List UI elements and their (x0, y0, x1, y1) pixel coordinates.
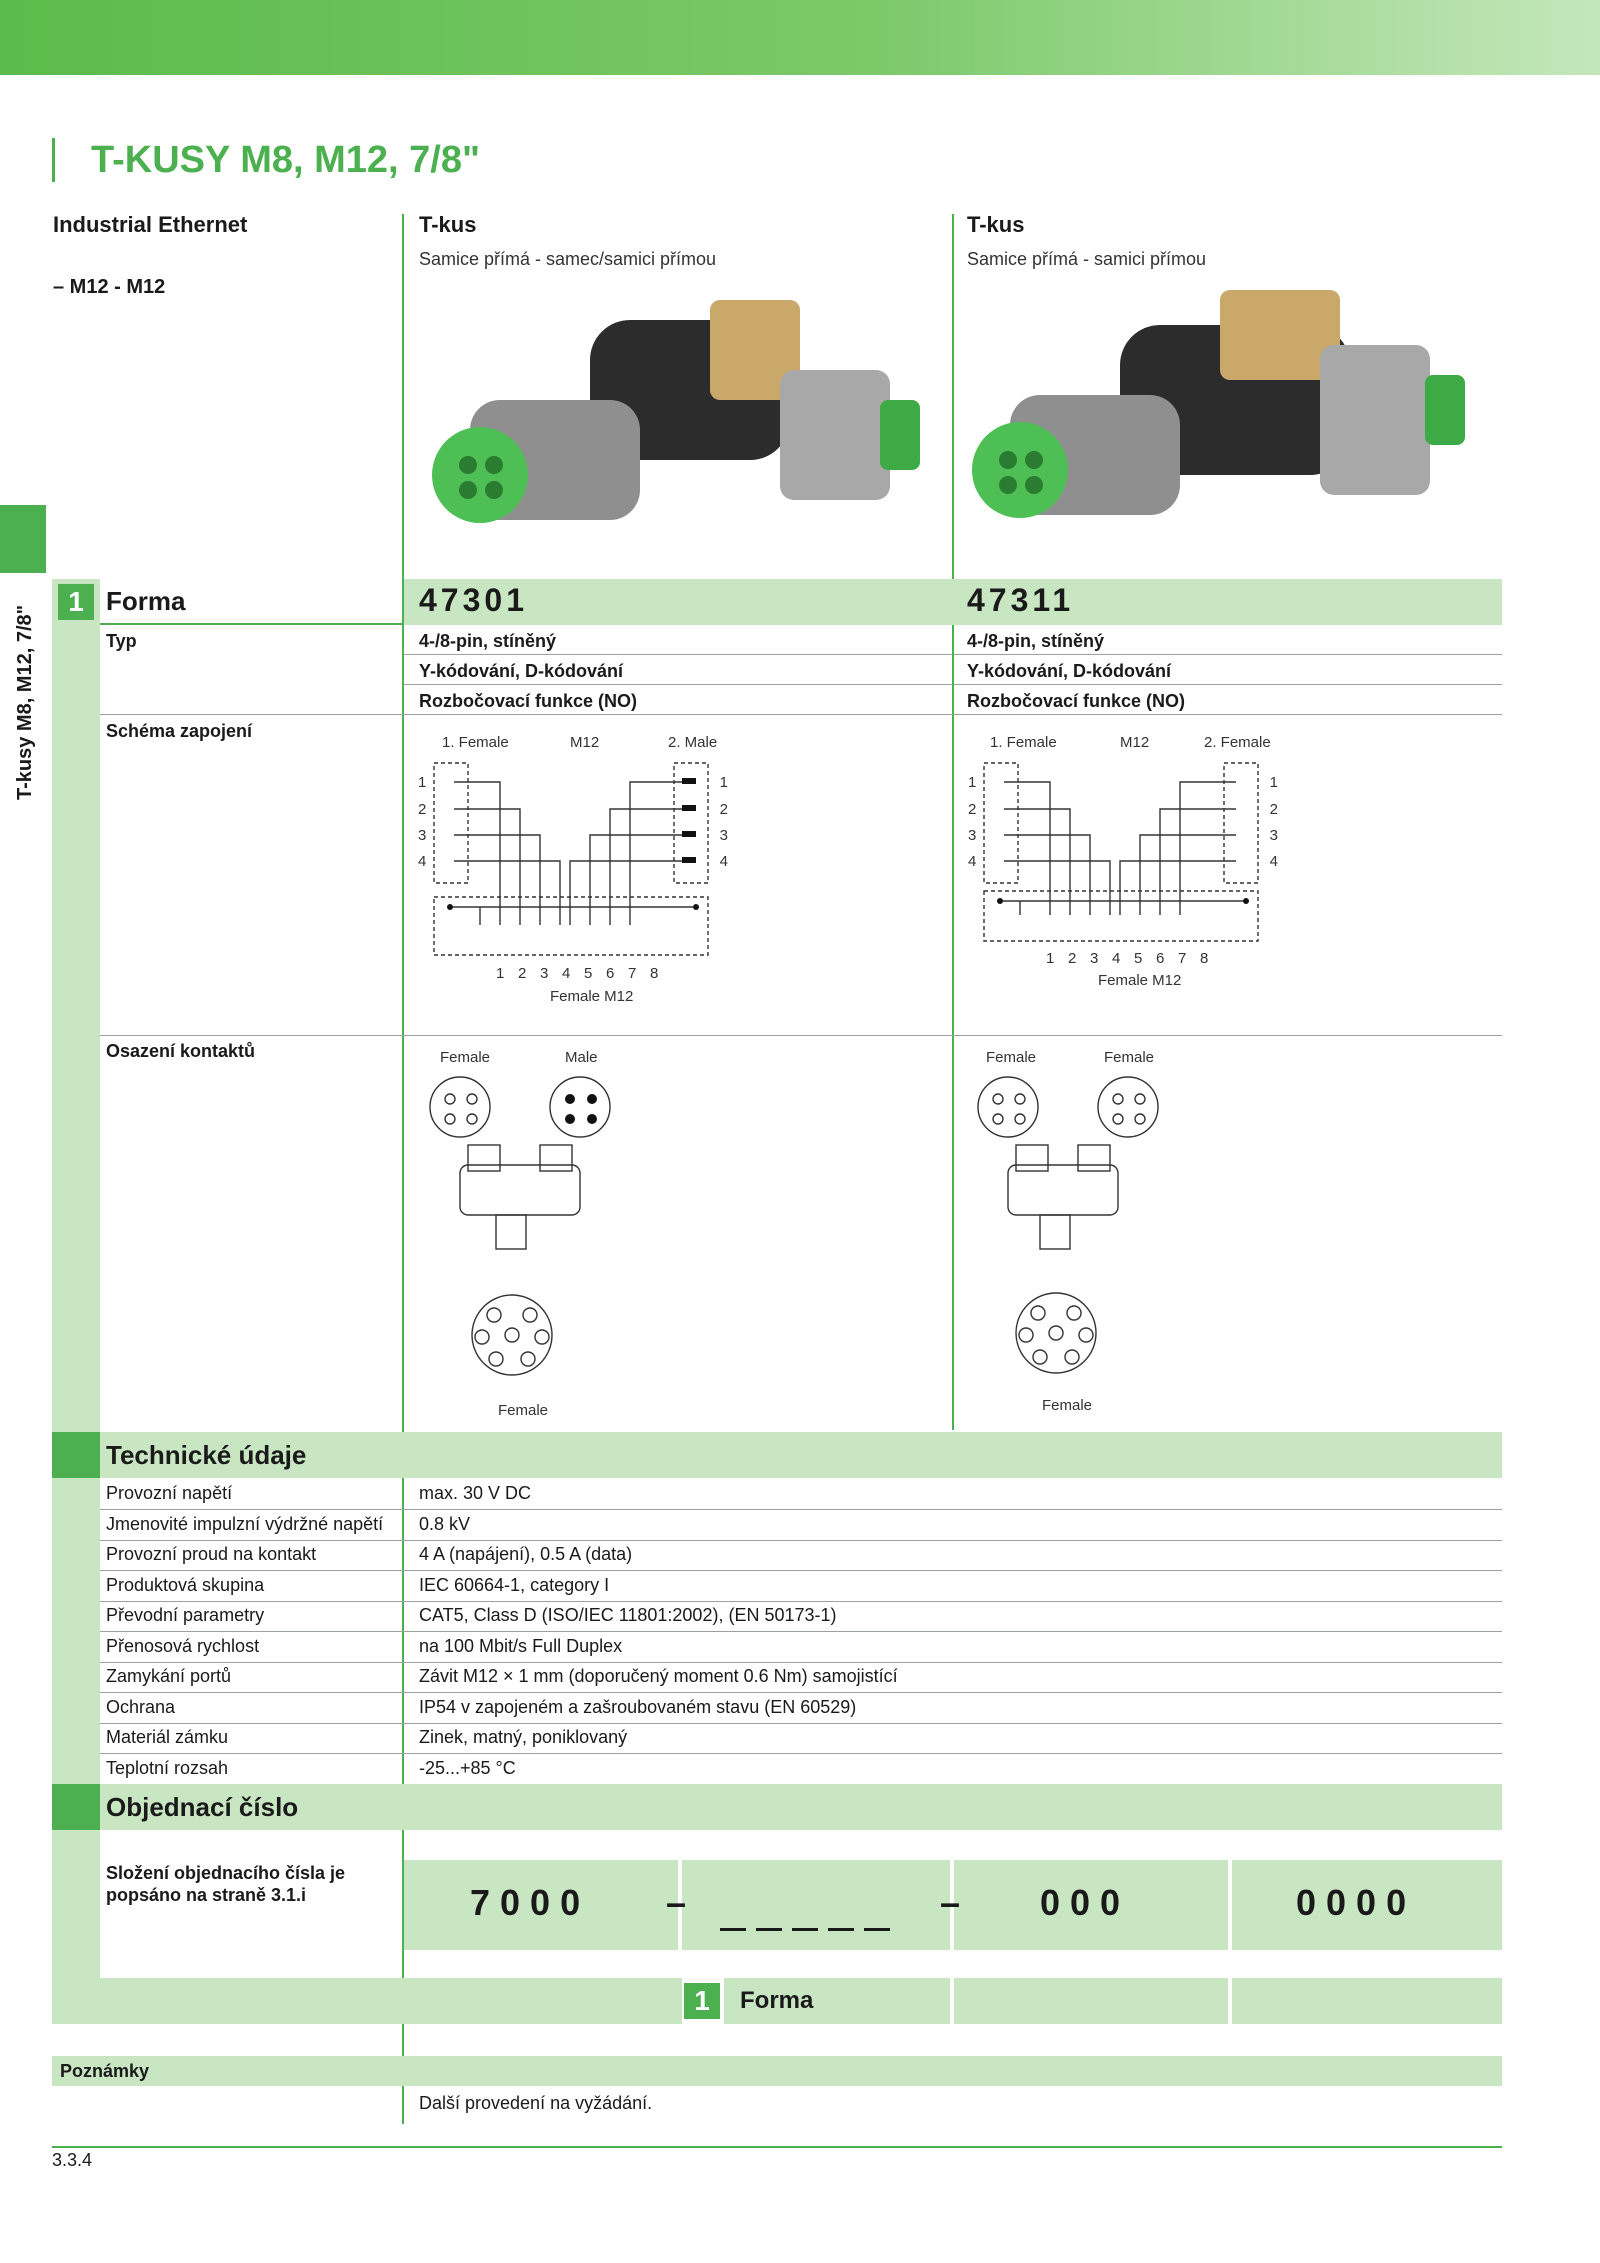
tech-row-label: Ochrana (106, 1696, 176, 1717)
product-1-subtitle: Samice přímá - samec/samici přímou (419, 249, 717, 269)
contact-2-a-label: Female (986, 1049, 1037, 1066)
tech-row-value: max. 30 V DC (419, 1483, 532, 1503)
tech-row-label: Přenosová rychlost (106, 1635, 260, 1656)
row-divider-typ (100, 714, 1502, 715)
schema-1-mid-title: M12 (570, 734, 600, 751)
schema-1-left-title: 1. Female (442, 734, 509, 751)
tech-row-label: Materiál zámku (106, 1727, 229, 1747)
contact-diagram-2 (960, 1045, 1240, 1425)
forma-left-column (52, 625, 100, 1432)
tech-row-label: Převodní parametry (106, 1605, 265, 1625)
svg-text:2: 2 (968, 801, 977, 818)
p2-typ-2: Y-kódování, D-kódování (967, 661, 1172, 681)
tech-row-value: CAT5, Class D (ISO/IEC 11801:2002), (EN 50173-1) (419, 1605, 837, 1625)
column-divider-2 (952, 214, 954, 1430)
svg-text:4: 4 (968, 853, 977, 870)
product-1-article: 47301 (419, 582, 528, 618)
tech-row-divider (100, 1601, 1502, 1602)
p1-typ-1: 4-/8-pin, stíněný (419, 631, 557, 651)
forma-heading: Forma (106, 586, 186, 616)
tech-row-divider (100, 1692, 1502, 1693)
tech-row-label: Teplotní rozsah (106, 1757, 229, 1778)
row-divider-schema (100, 1035, 1502, 1036)
order-band-main (100, 1784, 1502, 1830)
tech-row-value: Závit M12 × 1 mm (doporučený moment 0.6 Nm) samojistící (419, 1666, 898, 1686)
side-label: T-kusy M8, M12, 7/8" (14, 604, 36, 800)
tech-row-label: Jmenovité impulzní výdržné napětí (106, 1513, 384, 1534)
tech-row-divider (100, 1753, 1502, 1754)
schema-1-right-title: 2. Male (668, 734, 718, 751)
order-part3: 000 (1040, 1882, 1131, 1923)
p2-typ-1: 4-/8-pin, stíněný (967, 631, 1105, 651)
tech-row-divider (100, 1662, 1502, 1663)
category-sub: – M12 - M12 (53, 276, 166, 298)
notes-text: Další provedení na vyžádání. (419, 2093, 653, 2113)
tech-row-value: IEC 60664-1, category I (419, 1574, 610, 1595)
p2-typ-line-2 (954, 684, 1502, 685)
order-forma-number: 1 (684, 1983, 720, 2019)
notes-band (52, 2056, 1502, 2086)
contact-2-b-label: Female (1104, 1049, 1155, 1066)
order-note: Složení objednacího čísla je popsáno na straně 3.1.i (106, 1863, 346, 1905)
order-blank-5 (864, 1928, 890, 1931)
tech-row-value: 0.8 kV (419, 1513, 471, 1534)
order-band-left (52, 1784, 100, 1830)
order-sep1: – (666, 1882, 697, 1923)
tech-row-value: 4 A (napájení), 0.5 A (data) (419, 1544, 633, 1564)
svg-text:1: 1 (496, 965, 505, 982)
tech-left-column (52, 1478, 100, 1784)
contact-2-c-label: Female (1042, 1397, 1093, 1414)
row-label-schema: Schéma zapojení (106, 721, 253, 741)
schema-1-bottom-title: Female M12 (550, 988, 634, 1005)
svg-text:2: 2 (1269, 801, 1278, 818)
p2-typ-line-1 (954, 654, 1502, 655)
order-blank-2 (756, 1928, 782, 1931)
svg-text:7: 7 (1178, 950, 1187, 967)
product-1-name: T-kus (419, 212, 477, 237)
svg-text:7: 7 (628, 965, 637, 982)
contact-1-b-label: Male (565, 1049, 598, 1066)
svg-text:4: 4 (418, 853, 427, 870)
product-2-article: 47311 (967, 582, 1075, 618)
tech-row-label: Provozní proud na kontakt (106, 1544, 317, 1564)
svg-text:5: 5 (1134, 950, 1143, 967)
product-2-name: T-kus (967, 212, 1025, 237)
svg-text:3: 3 (418, 827, 427, 844)
product-2-photo (960, 285, 1480, 545)
tech-row-divider (100, 1540, 1502, 1541)
svg-text:1: 1 (719, 774, 728, 791)
schema-2-bottom-title: Female M12 (1098, 972, 1182, 989)
tech-band-left (52, 1432, 100, 1478)
top-color-bar (0, 0, 1600, 75)
order-forma-label: Forma (740, 1987, 814, 2014)
tech-row-value: na 100 Mbit/s Full Duplex (419, 1635, 623, 1656)
svg-text:6: 6 (606, 965, 615, 982)
wiring-diagram-2 (960, 725, 1280, 1005)
tech-row-divider (100, 1509, 1502, 1510)
order-sep2: – (940, 1882, 971, 1923)
p1-typ-2: Y-kódování, D-kódování (419, 661, 624, 681)
tech-row-label: Provozní napětí (106, 1483, 233, 1503)
row-label-typ: Typ (106, 631, 137, 651)
category-title: Industrial Ethernet (53, 212, 248, 237)
svg-text:2: 2 (418, 801, 427, 818)
tech-row-value: Zinek, matný, poniklovaný (419, 1727, 628, 1747)
column-divider-1 (402, 214, 404, 2124)
product-1-photo (410, 290, 930, 550)
forma-band-right (404, 579, 1502, 625)
svg-text:2: 2 (719, 801, 728, 818)
order-forma-cell-3 (954, 1978, 1228, 2024)
svg-text:8: 8 (650, 965, 659, 982)
svg-text:4: 4 (1269, 853, 1278, 870)
svg-text:5: 5 (584, 965, 593, 982)
forma-band-underline (100, 623, 402, 625)
svg-text:6: 6 (1156, 950, 1165, 967)
tech-row-label: Zamykání portů (106, 1666, 232, 1686)
tech-row-label: Produktová skupina (106, 1574, 265, 1595)
tech-row-divider (100, 1570, 1502, 1571)
svg-text:1: 1 (418, 774, 427, 791)
svg-text:3: 3 (719, 827, 728, 844)
svg-text:1: 1 (1046, 950, 1055, 967)
p1-typ-line-1 (404, 654, 952, 655)
svg-text:3: 3 (968, 827, 977, 844)
wiring-diagram-1 (410, 725, 730, 1015)
svg-text:1: 1 (968, 774, 977, 791)
svg-text:1: 1 (1269, 774, 1278, 791)
tech-row-value: IP54 v zapojeném a zašroubovaném stavu (EN 60529) (419, 1696, 857, 1717)
p1-typ-line-2 (404, 684, 952, 685)
order-forma-row (52, 1978, 682, 2024)
tech-row-value: -25...+85 °C (419, 1757, 516, 1778)
side-tab-marker (0, 505, 46, 573)
footer-line (52, 2146, 1502, 2148)
svg-text:4: 4 (719, 853, 728, 870)
svg-text:4: 4 (1112, 950, 1121, 967)
contact-1-a-label: Female (440, 1049, 491, 1066)
schema-2-left-title: 1. Female (990, 734, 1057, 751)
product-2-subtitle: Samice přímá - samici přímou (967, 249, 1207, 269)
contact-diagram-1 (410, 1045, 690, 1425)
order-blank-4 (828, 1928, 854, 1931)
forma-number: 1 (58, 584, 94, 620)
page-number: 3.3.4 (52, 2150, 93, 2170)
tech-heading: Technické údaje (106, 1440, 307, 1470)
notes-heading: Poznámky (60, 2061, 150, 2081)
svg-text:8: 8 (1200, 950, 1209, 967)
svg-text:3: 3 (1269, 827, 1278, 844)
tech-row-divider (100, 1723, 1502, 1724)
order-part1: 7000 (470, 1882, 591, 1923)
p2-typ-3: Rozbočovací funkce (NO) (967, 691, 1186, 711)
order-cell-2 (682, 1860, 950, 1950)
order-blank-1 (720, 1928, 746, 1931)
tech-row-divider (100, 1631, 1502, 1632)
svg-text:2: 2 (1068, 950, 1077, 967)
svg-text:3: 3 (1090, 950, 1099, 967)
order-part4: 0000 (1296, 1882, 1417, 1923)
order-blank-3 (792, 1928, 818, 1931)
schema-2-right-title: 2. Female (1204, 734, 1271, 751)
page-title: T-KUSY M8, M12, 7/8" (52, 138, 480, 182)
svg-text:2: 2 (518, 965, 527, 982)
svg-text:3: 3 (540, 965, 549, 982)
tech-band-main (100, 1432, 1502, 1478)
contact-1-c-label: Female (498, 1402, 549, 1419)
order-heading: Objednací číslo (106, 1792, 299, 1822)
row-label-contacts: Osazení kontaktů (106, 1041, 256, 1061)
svg-text:4: 4 (562, 965, 571, 982)
schema-2-mid-title: M12 (1120, 734, 1150, 751)
p1-typ-3: Rozbočovací funkce (NO) (419, 691, 638, 711)
order-forma-cell-4 (1232, 1978, 1502, 2024)
